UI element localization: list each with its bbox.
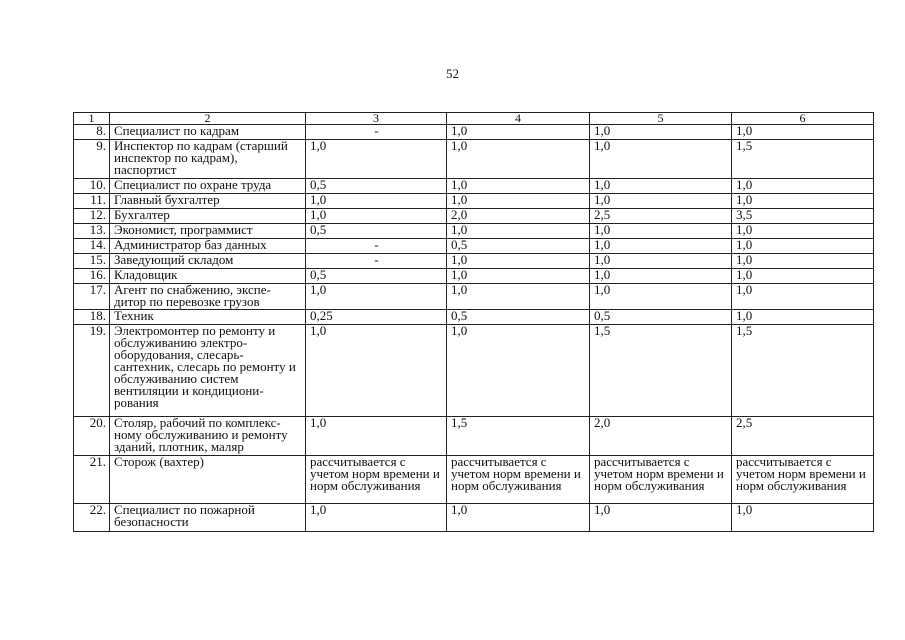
norm-value: 1,0 (732, 224, 874, 239)
row-number: 20. (74, 417, 110, 456)
norm-value: 2,5 (590, 209, 732, 224)
norm-value: рассчитывается с учетом норм времени и норм обслуживания (447, 456, 590, 504)
table-row (74, 310, 874, 325)
header-cell: 5 (590, 113, 732, 125)
row-number: 9. (74, 140, 110, 179)
norm-value: 1,0 (590, 504, 732, 532)
norm-value: 3,5 (732, 209, 874, 224)
row-number: 8. (74, 125, 110, 140)
norm-value: 1,0 (590, 125, 732, 140)
table-row (74, 194, 874, 209)
table-row (74, 254, 874, 269)
row-number: 10. (74, 179, 110, 194)
norm-value: 1,0 (590, 140, 732, 179)
norm-value: 0,5 (306, 269, 447, 284)
header-cell: 4 (447, 113, 590, 125)
norm-value: 0,5 (447, 239, 590, 254)
norm-value: 1,0 (590, 239, 732, 254)
norm-value: 2,5 (732, 417, 874, 456)
table-row (74, 239, 874, 254)
table-row (74, 417, 874, 456)
row-number: 15. (74, 254, 110, 269)
norm-value: 1,0 (732, 179, 874, 194)
row-number: 12. (74, 209, 110, 224)
row-number: 21. (74, 456, 110, 504)
norm-value: 1,0 (447, 179, 590, 194)
position-title: Специалист по пожарной безопасности (110, 504, 306, 532)
table-row (74, 125, 874, 140)
position-title: Администратор баз данных (110, 239, 306, 254)
norm-value: 1,0 (447, 140, 590, 179)
norm-value: 1,0 (306, 194, 447, 209)
norm-value: 1,0 (590, 194, 732, 209)
position-title: Агент по снабжению, экспе-дитор по перевозке грузов (110, 284, 306, 310)
position-title: Сторож (вахтер) (110, 456, 306, 504)
table-row (74, 284, 874, 310)
norm-value: 1,0 (590, 224, 732, 239)
table-row (74, 224, 874, 239)
norm-value: 1,0 (590, 179, 732, 194)
norm-value: 0,25 (306, 310, 447, 325)
row-number: 22. (74, 504, 110, 532)
norm-value: 1,0 (590, 284, 732, 310)
position-title: Экономист, программист (110, 224, 306, 239)
norm-value: 1,0 (306, 325, 447, 417)
table-row (74, 179, 874, 194)
norm-value: 1,0 (447, 284, 590, 310)
position-title: Специалист по охране труда (110, 179, 306, 194)
norm-value: 1,0 (590, 254, 732, 269)
norm-value: 1,0 (447, 254, 590, 269)
norm-value: 1,0 (447, 194, 590, 209)
norm-value: 0,5 (306, 224, 447, 239)
position-title: Инспектор по кадрам (старший инспектор по кадрам), паспортист (110, 140, 306, 179)
norm-value: 1,0 (447, 269, 590, 284)
norm-value: 1,0 (732, 239, 874, 254)
page-number: 52 (446, 66, 459, 81)
norm-value: рассчитывается с учетом норм времени и норм обслуживания (306, 456, 447, 504)
norm-value: 0,5 (447, 310, 590, 325)
position-title: Кладовщик (110, 269, 306, 284)
table-row (74, 325, 874, 417)
position-title: Столяр, рабочий по комплекс-ному обслуживанию и ремонту зданий, плотник, маляр (110, 417, 306, 456)
position-title: Электромонтер по ремонту и обслуживанию электро-оборудования, слесарь-сантехник, слесарь по ремонту и обслуживанию систем вентиляции и кондициони-рования (110, 325, 306, 417)
norm-value: 1,0 (447, 504, 590, 532)
norm-value: 1,0 (732, 284, 874, 310)
norm-value: 1,0 (306, 417, 447, 456)
norm-value: 1,0 (306, 284, 447, 310)
table-row (74, 456, 874, 504)
staffing-norms-table (73, 112, 874, 532)
row-number: 16. (74, 269, 110, 284)
row-number: 18. (74, 310, 110, 325)
norm-value: 0,5 (306, 179, 447, 194)
norm-value: рассчитывается с учетом норм времени и норм обслуживания (732, 456, 874, 504)
norm-value: 1,0 (732, 254, 874, 269)
norm-value: 0,5 (590, 310, 732, 325)
norm-value: 1,0 (732, 194, 874, 209)
norm-value: 1,5 (732, 325, 874, 417)
norm-value: 1,0 (306, 504, 447, 532)
norm-value: 1,0 (306, 209, 447, 224)
norm-value: - (306, 125, 447, 140)
norm-value: рассчитывается с учетом норм времени и норм обслуживания (590, 456, 732, 504)
norm-value: 1,0 (590, 269, 732, 284)
table-row (74, 504, 874, 532)
row-number: 17. (74, 284, 110, 310)
header-cell: 6 (732, 113, 874, 125)
norm-value: 1,0 (732, 504, 874, 532)
header-cell: 1 (74, 113, 110, 125)
norm-value: 1,0 (306, 140, 447, 179)
row-number: 19. (74, 325, 110, 417)
position-title: Главный бухгалтер (110, 194, 306, 209)
table-header-row (74, 113, 874, 125)
norm-value: 1,0 (732, 269, 874, 284)
norm-value: 1,0 (732, 310, 874, 325)
table-row (74, 269, 874, 284)
norm-value: 1,5 (590, 325, 732, 417)
table-row (74, 140, 874, 179)
norm-value: 1,0 (447, 224, 590, 239)
position-title: Техник (110, 310, 306, 325)
norm-value: 2,0 (447, 209, 590, 224)
header-cell: 2 (110, 113, 306, 125)
norm-value: 1,5 (447, 417, 590, 456)
norm-value: - (306, 254, 447, 269)
position-title: Заведующий складом (110, 254, 306, 269)
row-number: 13. (74, 224, 110, 239)
table-row (74, 209, 874, 224)
norm-value: - (306, 239, 447, 254)
norm-value: 2,0 (590, 417, 732, 456)
norm-value: 1,0 (732, 125, 874, 140)
row-number: 11. (74, 194, 110, 209)
norm-value: 1,0 (447, 325, 590, 417)
row-number: 14. (74, 239, 110, 254)
header-cell: 3 (306, 113, 447, 125)
position-title: Бухгалтер (110, 209, 306, 224)
norm-value: 1,0 (447, 125, 590, 140)
position-title: Специалист по кадрам (110, 125, 306, 140)
norm-value: 1,5 (732, 140, 874, 179)
